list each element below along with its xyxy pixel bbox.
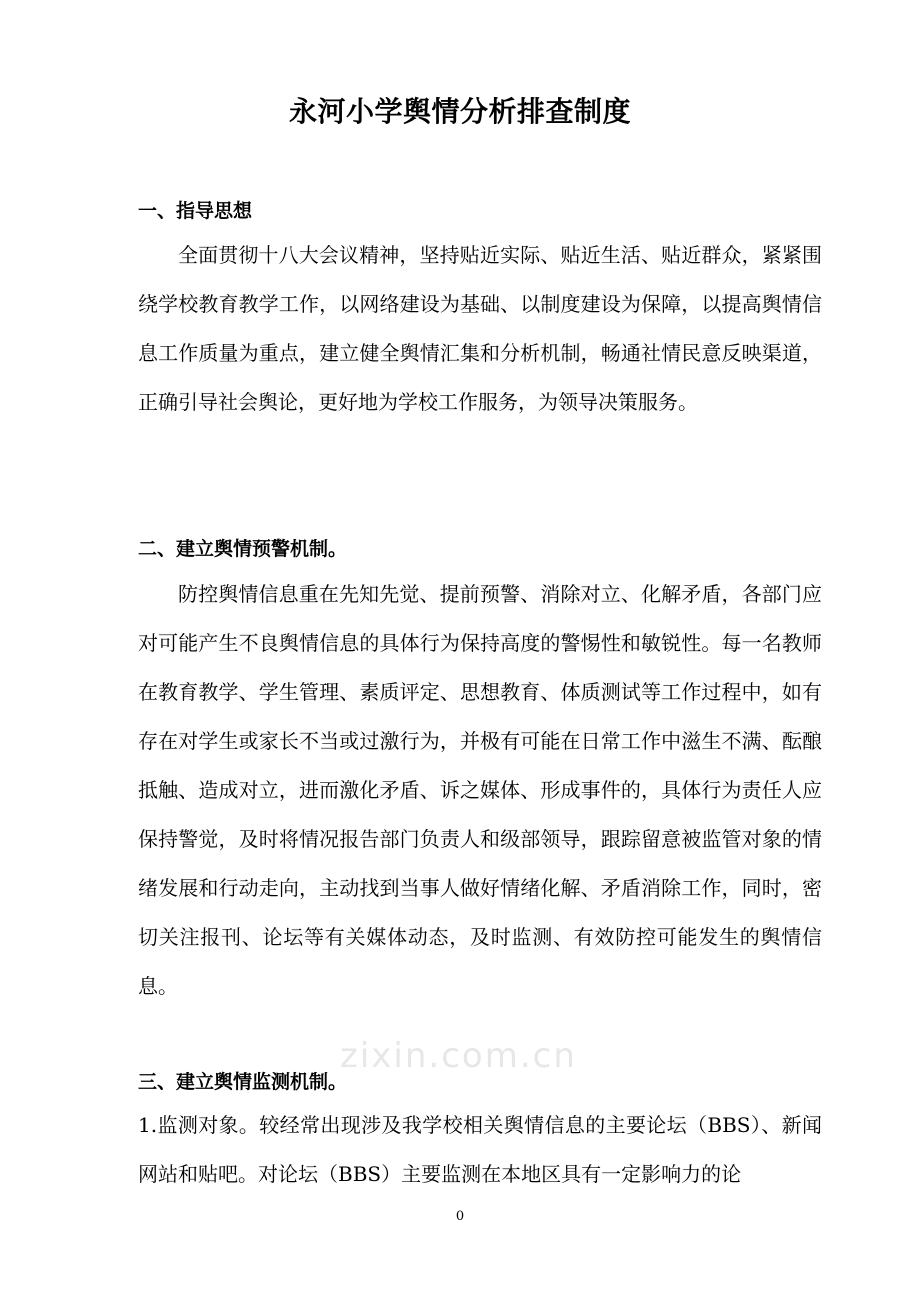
section-heading-guiding-ideology: 一、指导思想 bbox=[138, 200, 253, 222]
section-heading-early-warning: 二、建立舆情预警机制。 bbox=[138, 538, 348, 560]
watermark-text: zixin.com.cn bbox=[340, 1036, 577, 1076]
section-body-monitoring: 1.监测对象。较经常出现涉及我学校相关舆情信息的主要论坛（BBS）、新闻网站和贴吧。对论坛（BBS）主要监测在本地区具有一定影响力的论 bbox=[138, 1113, 822, 1186]
section-heading-monitoring: 三、建立舆情监测机制。 bbox=[138, 1071, 348, 1093]
page-number: 0 bbox=[455, 1209, 465, 1224]
section-body-early-warning: 防控舆情信息重在先知先觉、提前预警、消除对立、化解矛盾，各部门应对可能产生不良舆情信息的具体行为保持高度的警惕性和敏锐性。每一名教师在教育教学、学生管理、素质评定、思想教育、体质测试等工作过程中，如有存在对学生或家长不当或过激行为，并极有可能在日常工作中滋生不满、酝酿抵触、造成对立，进而激化矛盾、诉之媒体、形成事件的，具体行为责任人应保持警觉，及时将情况报告部门负责人和级部领导，跟踪留意被监管对象的情绪发展和行动走向，主动找到当事人做好情绪化解、矛盾消除工作，同时，密切关注报刊、论坛等有关媒体动态，及时监测、有效防控可能发生的舆情信息。 bbox=[138, 582, 822, 998]
section-body-guiding-ideology: 全面贯彻十八大会议精神，坚持贴近实际、贴近生活、贴近群众，紧紧围绕学校教育教学工作，以网络建设为基础、以制度建设为保障，以提高舆情信息工作质量为重点，建立健全舆情汇集和分析机制，畅通社情民意反映渠道，正确引导社会舆论，更好地为学校工作服务，为领导决策服务。 bbox=[138, 243, 822, 414]
document-title: 永河小学舆情分析排查制度 bbox=[288, 95, 631, 128]
